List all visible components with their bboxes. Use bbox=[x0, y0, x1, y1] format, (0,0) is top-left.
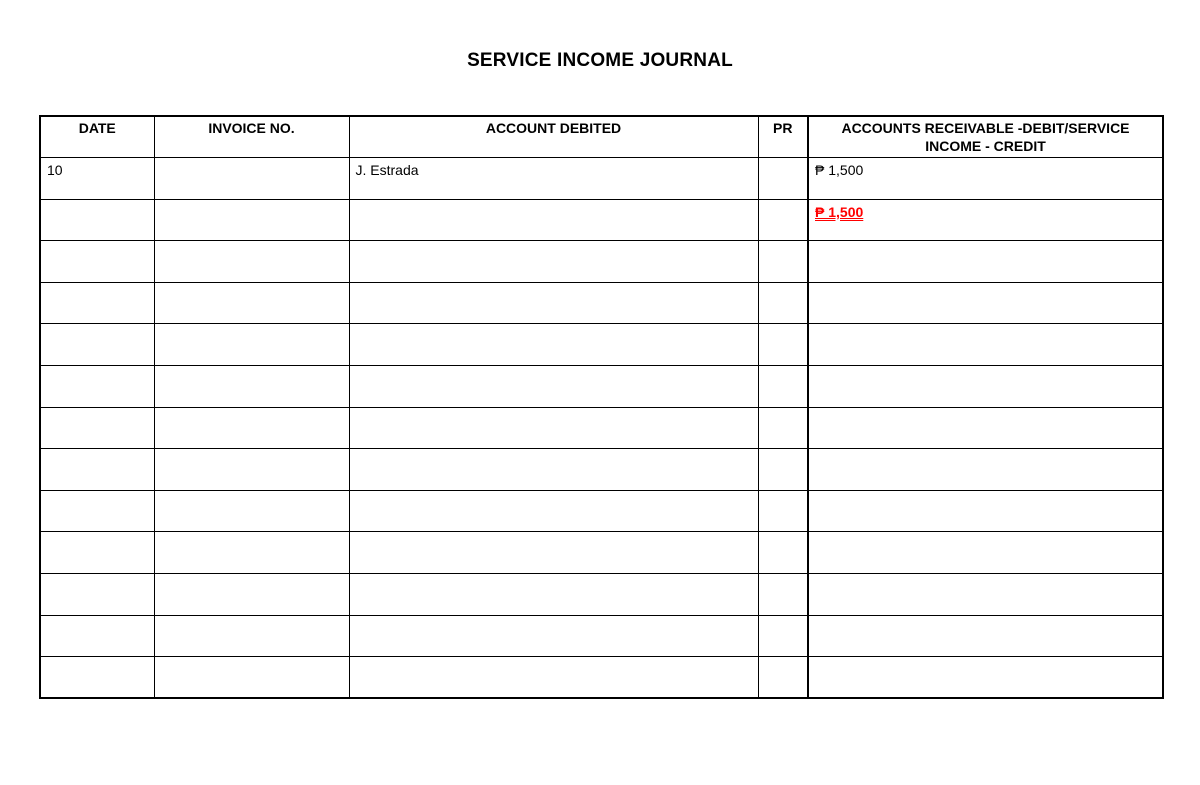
cell-date[interactable] bbox=[40, 490, 154, 532]
cell-invoice-no[interactable] bbox=[154, 324, 349, 366]
cell-date[interactable] bbox=[40, 657, 154, 699]
column-header-date: DATE bbox=[40, 116, 154, 158]
cell-date[interactable] bbox=[40, 574, 154, 616]
cell-invoice-no[interactable] bbox=[154, 449, 349, 491]
column-header-pr: PR bbox=[758, 116, 808, 158]
cell-amount[interactable] bbox=[808, 241, 1163, 283]
total-amount: ₱ 1,500 bbox=[815, 203, 864, 220]
table-row bbox=[40, 657, 1163, 699]
cell-amount[interactable] bbox=[808, 324, 1163, 366]
cell-amount[interactable]: ₱ 1,500 bbox=[808, 158, 1163, 200]
header-row bbox=[40, 116, 1163, 158]
column-header-invoice-no: INVOICE NO. bbox=[154, 116, 349, 158]
cell-invoice-no[interactable] bbox=[154, 282, 349, 324]
cell-account-debited[interactable]: J. Estrada bbox=[349, 158, 758, 200]
cell-invoice-no[interactable] bbox=[154, 615, 349, 657]
cell-invoice-no[interactable] bbox=[154, 407, 349, 449]
cell-invoice-no[interactable] bbox=[154, 366, 349, 408]
table-row bbox=[40, 158, 1163, 200]
cell-invoice-no[interactable] bbox=[154, 490, 349, 532]
cell-account-debited[interactable] bbox=[349, 490, 758, 532]
cell-pr[interactable] bbox=[758, 324, 808, 366]
cell-pr[interactable] bbox=[758, 574, 808, 616]
cell-account-debited[interactable] bbox=[349, 574, 758, 616]
column-header-account-debited: ACCOUNT DEBITED bbox=[349, 116, 758, 158]
cell-date[interactable] bbox=[40, 366, 154, 408]
table-row bbox=[40, 324, 1163, 366]
cell-date[interactable]: 10 bbox=[40, 158, 154, 200]
cell-date[interactable] bbox=[40, 324, 154, 366]
cell-date[interactable] bbox=[40, 532, 154, 574]
cell-invoice-no[interactable] bbox=[154, 532, 349, 574]
cell-account-debited[interactable] bbox=[349, 532, 758, 574]
cell-amount[interactable] bbox=[808, 449, 1163, 491]
cell-amount[interactable] bbox=[808, 615, 1163, 657]
cell-account-debited[interactable] bbox=[349, 449, 758, 491]
cell-amount[interactable] bbox=[808, 282, 1163, 324]
cell-amount[interactable] bbox=[808, 532, 1163, 574]
cell-pr[interactable] bbox=[758, 407, 808, 449]
cell-date[interactable] bbox=[40, 615, 154, 657]
cell-date[interactable] bbox=[40, 241, 154, 283]
table-row bbox=[40, 282, 1163, 324]
cell-invoice-no[interactable] bbox=[154, 657, 349, 699]
table-row bbox=[40, 532, 1163, 574]
cell-invoice-no[interactable] bbox=[154, 199, 349, 241]
cell-pr[interactable] bbox=[758, 158, 808, 200]
cell-pr[interactable] bbox=[758, 199, 808, 241]
cell-amount[interactable] bbox=[808, 657, 1163, 699]
cell-account-debited[interactable] bbox=[349, 407, 758, 449]
cell-account-debited[interactable] bbox=[349, 657, 758, 699]
cell-pr[interactable] bbox=[758, 490, 808, 532]
cell-date[interactable] bbox=[40, 282, 154, 324]
cell-amount[interactable] bbox=[808, 407, 1163, 449]
cell-date[interactable] bbox=[40, 407, 154, 449]
cell-pr[interactable] bbox=[758, 657, 808, 699]
cell-account-debited[interactable] bbox=[349, 366, 758, 408]
cell-invoice-no[interactable] bbox=[154, 574, 349, 616]
cell-invoice-no[interactable] bbox=[154, 241, 349, 283]
table-row bbox=[40, 574, 1163, 616]
cell-amount[interactable] bbox=[808, 574, 1163, 616]
table-row bbox=[40, 241, 1163, 283]
cell-account-debited[interactable] bbox=[349, 282, 758, 324]
cell-date[interactable] bbox=[40, 449, 154, 491]
page-title: SERVICE INCOME JOURNAL bbox=[467, 50, 733, 71]
cell-account-debited[interactable] bbox=[349, 241, 758, 283]
cell-amount[interactable] bbox=[808, 366, 1163, 408]
cell-amount[interactable] bbox=[808, 490, 1163, 532]
table-row bbox=[40, 490, 1163, 532]
table-row bbox=[40, 615, 1163, 657]
journal-table bbox=[39, 115, 1164, 699]
table-row bbox=[40, 449, 1163, 491]
cell-pr[interactable] bbox=[758, 615, 808, 657]
cell-pr[interactable] bbox=[758, 366, 808, 408]
cell-account-debited[interactable] bbox=[349, 324, 758, 366]
cell-pr[interactable] bbox=[758, 449, 808, 491]
cell-pr[interactable] bbox=[758, 241, 808, 283]
table-row-total bbox=[40, 199, 1163, 241]
table-row bbox=[40, 407, 1163, 449]
cell-amount-total[interactable] bbox=[808, 199, 1163, 241]
table-row bbox=[40, 366, 1163, 408]
cell-pr[interactable] bbox=[758, 532, 808, 574]
column-header-amount: ACCOUNTS RECEIVABLE -DEBIT/SERVICE INCOME - CREDIT bbox=[808, 116, 1163, 158]
cell-date[interactable] bbox=[40, 199, 154, 241]
cell-account-debited[interactable] bbox=[349, 615, 758, 657]
cell-pr[interactable] bbox=[758, 282, 808, 324]
cell-account-debited[interactable] bbox=[349, 199, 758, 241]
cell-invoice-no[interactable] bbox=[154, 158, 349, 200]
